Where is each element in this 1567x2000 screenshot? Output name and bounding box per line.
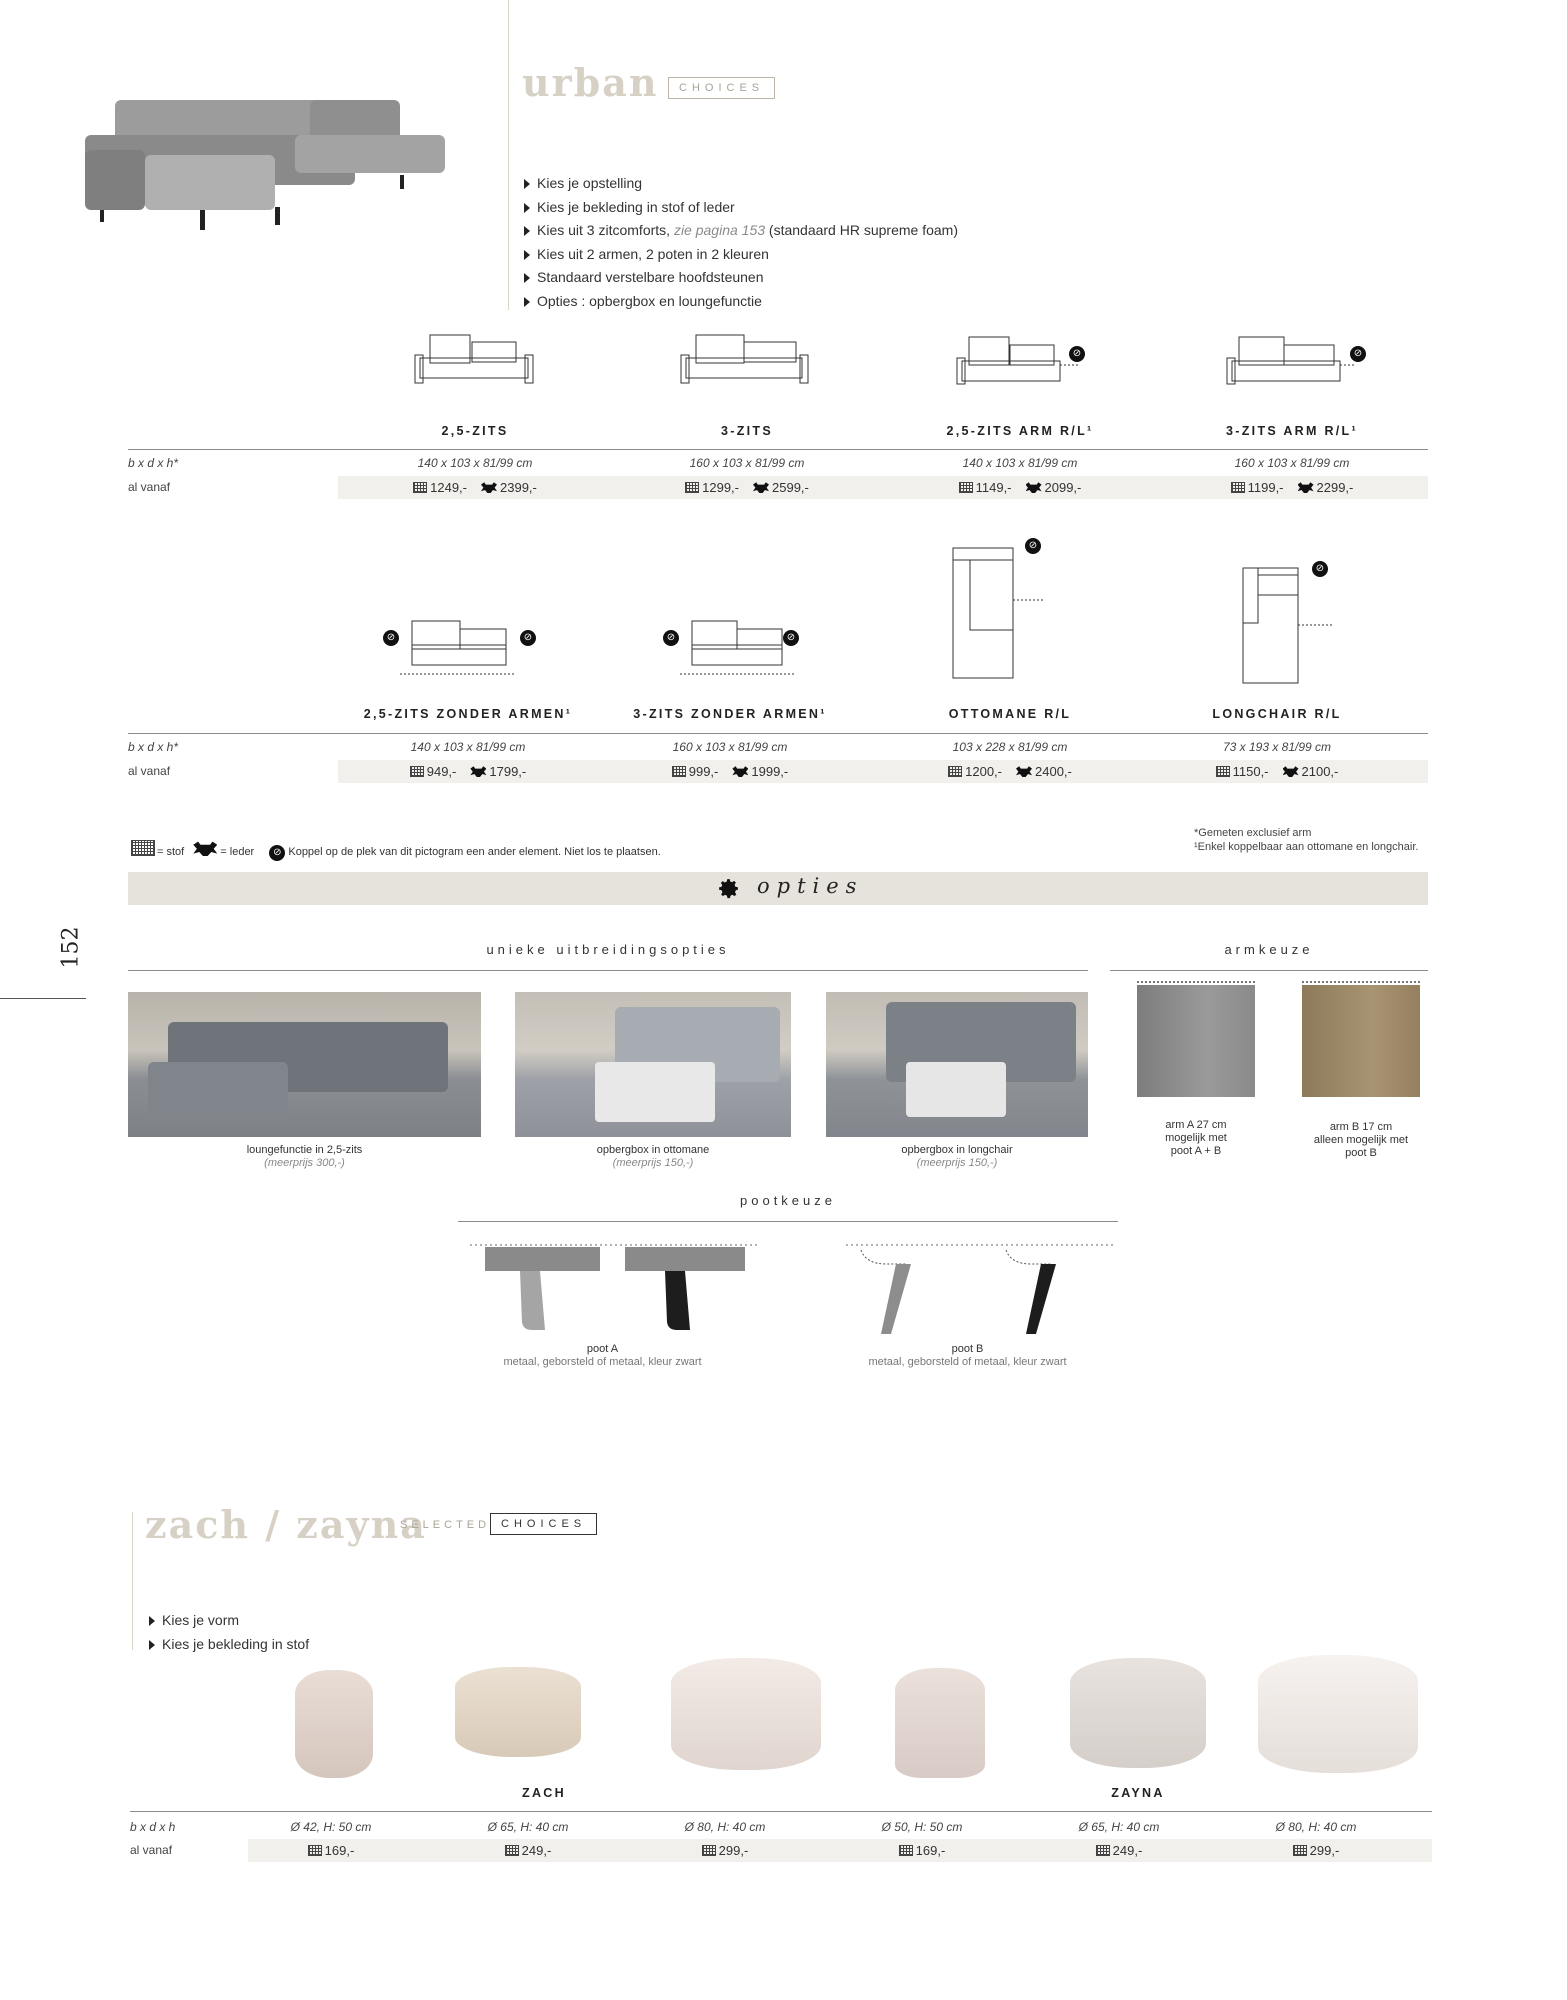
product-name: LONGCHAIR R/L: [1212, 707, 1342, 721]
price: 1199,- 2299,-: [1177, 476, 1407, 499]
product-name: 3-ZITS: [721, 424, 773, 438]
price: 999,- 1999,-: [615, 760, 845, 783]
link-icon: ⊘: [269, 845, 285, 861]
fabric-icon: [672, 766, 686, 777]
foot-caption: poot A metaal, geborsteld of metaal, kleur zwart: [503, 1343, 702, 1368]
product-name: 2,5-ZITS ARM R/L¹: [946, 424, 1094, 438]
leather-icon: [1283, 765, 1299, 777]
fabric-icon: [505, 1845, 519, 1856]
product-dims: Ø 42, H: 50 cm: [290, 1820, 372, 1834]
price: 1299,- 2599,-: [632, 476, 862, 499]
pictogram-3-zits-zonder-armen: [680, 618, 795, 685]
zach-divider: [132, 1512, 133, 1650]
product-name: ZACH: [522, 1786, 566, 1800]
hero-sofa-image: [80, 95, 460, 245]
product-dims: Ø 80, H: 40 cm: [1275, 1820, 1357, 1834]
fabric-icon: [1293, 1845, 1307, 1856]
foot-a-image: [470, 1242, 760, 1342]
leather-icon: [1026, 481, 1042, 493]
price: 299,-: [625, 1839, 825, 1862]
price: 1249,- 2399,-: [360, 476, 590, 499]
pictogram-longchair: [1240, 565, 1335, 690]
product-dims: 160 x 103 x 81/99 cm: [1234, 456, 1350, 470]
options-title: opties: [757, 874, 864, 898]
pictogram-3-zits-arm: [1224, 335, 1354, 400]
zach-selected-label: SELECTED: [400, 1519, 491, 1531]
bullet-hoofdsteunen: Standaard verstelbare hoofdsteunen: [524, 266, 958, 290]
fabric-icon: [702, 1845, 716, 1856]
price: 949,- 1799,-: [353, 760, 583, 783]
zach-choices-badge: CHOICES: [490, 1513, 597, 1535]
foot-b-image: [846, 1242, 1116, 1342]
arm-caption: arm A 27 cm mogelijk met poot A + B: [1165, 1119, 1227, 1157]
pouf-zach-80: [671, 1658, 821, 1770]
gear-icon: [716, 876, 741, 906]
product-name: 2,5-ZITS ZONDER ARMEN¹: [363, 707, 573, 721]
price: 169,-: [822, 1839, 1022, 1862]
arm-a-image: [1137, 985, 1255, 1097]
product-dims: Ø 65, H: 40 cm: [487, 1820, 569, 1834]
bullet-bekleding: Kies je bekleding in stof of leder: [524, 196, 958, 220]
urban-title: urban: [522, 60, 659, 105]
link-icon: ⊘: [1312, 561, 1328, 577]
product-dims: 103 x 228 x 81/99 cm: [952, 740, 1068, 754]
dims-label: b x d x h*: [128, 456, 179, 470]
legend: = stof = leder ⊘ Koppel op de plek van dit pictogram een ander element. Niet los te plaatsen.: [131, 840, 661, 861]
fabric-icon: [131, 840, 155, 856]
leather-icon: [1298, 481, 1314, 493]
leather-icon: [193, 840, 217, 856]
fabric-icon: [959, 482, 973, 493]
foot-caption: poot B metaal, geborsteld of metaal, kleur zwart: [868, 1343, 1067, 1368]
pictogram-2-5-zits-zonder-armen: [400, 618, 515, 685]
link-icon: ⊘: [1350, 346, 1366, 362]
feet-divider: [458, 1221, 1118, 1222]
product-dims: Ø 65, H: 40 cm: [1078, 1820, 1160, 1834]
page-marker-line: [0, 998, 86, 999]
feet-heading: pootkeuze: [740, 1193, 836, 1208]
bullet-armen: Kies uit 2 armen, 2 poten in 2 kleuren: [524, 243, 958, 267]
link-icon: ⊘: [783, 630, 799, 646]
product-name: 3-ZITS ARM R/L¹: [1226, 424, 1358, 438]
price: 1149,- 2099,-: [905, 476, 1135, 499]
from-label: al vanaf: [128, 764, 171, 778]
page-reference-link[interactable]: zie pagina 153: [673, 222, 766, 238]
fabric-icon: [685, 482, 699, 493]
bullet-opstelling: Kies je opstelling: [524, 172, 958, 196]
product-name: 3-ZITS ZONDER ARMEN¹: [633, 707, 827, 721]
fabric-icon: [948, 766, 962, 777]
fabric-icon: [1096, 1845, 1110, 1856]
pouf-zayna-65: [1070, 1658, 1206, 1768]
arm-caption: arm B 17 cm alleen mogelijk met poot B: [1313, 1121, 1409, 1159]
price: 299,-: [1216, 1839, 1416, 1862]
fabric-icon: [308, 1845, 322, 1856]
lounge-photo: [128, 992, 481, 1137]
product-name: ZAYNA: [1111, 1786, 1165, 1800]
product-name: OTTOMANE R/L: [948, 707, 1072, 721]
link-icon: ⊘: [1025, 538, 1041, 554]
pictogram-ottomane: [950, 545, 1045, 690]
zach-table-divider: [130, 1811, 1432, 1812]
leather-icon: [481, 481, 497, 493]
bullet-bekleding-stof: Kies je bekleding in stof: [149, 1633, 309, 1657]
leather-icon: [470, 765, 486, 777]
link-icon: ⊘: [520, 630, 536, 646]
product-dims: 73 x 193 x 81/99 cm: [1222, 740, 1332, 754]
fabric-icon: [1231, 482, 1245, 493]
longchair-storage-photo: [826, 992, 1088, 1137]
extensions-divider: [128, 970, 1088, 971]
from-label: al vanaf: [128, 480, 171, 494]
extension-caption: opbergbox in ottomane (meerprijs 150,-): [596, 1144, 710, 1169]
product-dims: 140 x 103 x 81/99 cm: [962, 456, 1078, 470]
header-divider: [508, 0, 509, 310]
leather-icon: [1016, 765, 1032, 777]
extension-caption: opbergbox in longchair (meerprijs 150,-): [901, 1144, 1013, 1169]
link-icon: ⊘: [1069, 346, 1085, 362]
pictogram-3-zits: [676, 330, 811, 400]
bullet-opties: Opties : opbergbox en loungefunctie: [524, 290, 958, 314]
footnotes: *Gemeten exclusief arm ¹Enkel koppelbaar aan ottomane en longchair.: [1194, 827, 1419, 853]
pouf-zayna-80: [1258, 1655, 1418, 1773]
bullet-vorm: Kies je vorm: [149, 1609, 309, 1633]
dims-label: b x d x h: [130, 1820, 176, 1834]
fabric-icon: [899, 1845, 913, 1856]
pictogram-2-5-zits: [410, 330, 540, 400]
extensions-heading: unieke uitbreidingsopties: [486, 942, 730, 957]
bullet-zitcomfort: Kies uit 3 zitcomforts, zie pagina 153 (standaard HR supreme foam): [524, 219, 958, 243]
product-dims: Ø 50, H: 50 cm: [881, 1820, 963, 1834]
dims-label: b x d x h*: [128, 740, 179, 754]
product-name: 2,5-ZITS: [441, 424, 509, 438]
extension-caption: loungefunctie in 2,5-zits (meerprijs 300,-): [246, 1144, 363, 1169]
fabric-icon: [1216, 766, 1230, 777]
zach-bullets: [149, 1609, 309, 1656]
fabric-icon: [413, 482, 427, 493]
product-dims: 160 x 103 x 81/99 cm: [672, 740, 788, 754]
row1-divider: [128, 449, 1428, 450]
zach-title: zach / zayna: [145, 1502, 427, 1547]
arm-b-image: [1302, 985, 1420, 1097]
product-dims: 160 x 103 x 81/99 cm: [689, 456, 805, 470]
product-dims: 140 x 103 x 81/99 cm: [410, 740, 526, 754]
link-icon: ⊘: [663, 630, 679, 646]
urban-bullets: [524, 172, 958, 313]
leather-icon: [732, 765, 748, 777]
row2-divider: [128, 733, 1428, 734]
link-icon: ⊘: [383, 630, 399, 646]
pictogram-2-5-zits-arm: [954, 335, 1084, 400]
urban-choices-badge: CHOICES: [668, 77, 775, 99]
price: 249,-: [428, 1839, 628, 1862]
arm-heading: armkeuze: [1224, 942, 1314, 957]
price: 169,-: [231, 1839, 431, 1862]
fabric-icon: [410, 766, 424, 777]
price: 249,-: [1019, 1839, 1219, 1862]
arm-divider: [1110, 970, 1428, 971]
pouf-zach-42: [295, 1670, 373, 1778]
price: 1200,- 2400,-: [895, 760, 1125, 783]
leather-icon: [753, 481, 769, 493]
product-dims: Ø 80, H: 40 cm: [684, 1820, 766, 1834]
ottomane-storage-photo: [515, 992, 791, 1137]
from-label: al vanaf: [130, 1843, 173, 1857]
pouf-zach-65: [455, 1667, 581, 1757]
price: 1150,- 2100,-: [1162, 760, 1392, 783]
page-number: 152: [58, 926, 84, 969]
product-dims: 140 x 103 x 81/99 cm: [417, 456, 533, 470]
pouf-zayna-50: [895, 1668, 985, 1778]
